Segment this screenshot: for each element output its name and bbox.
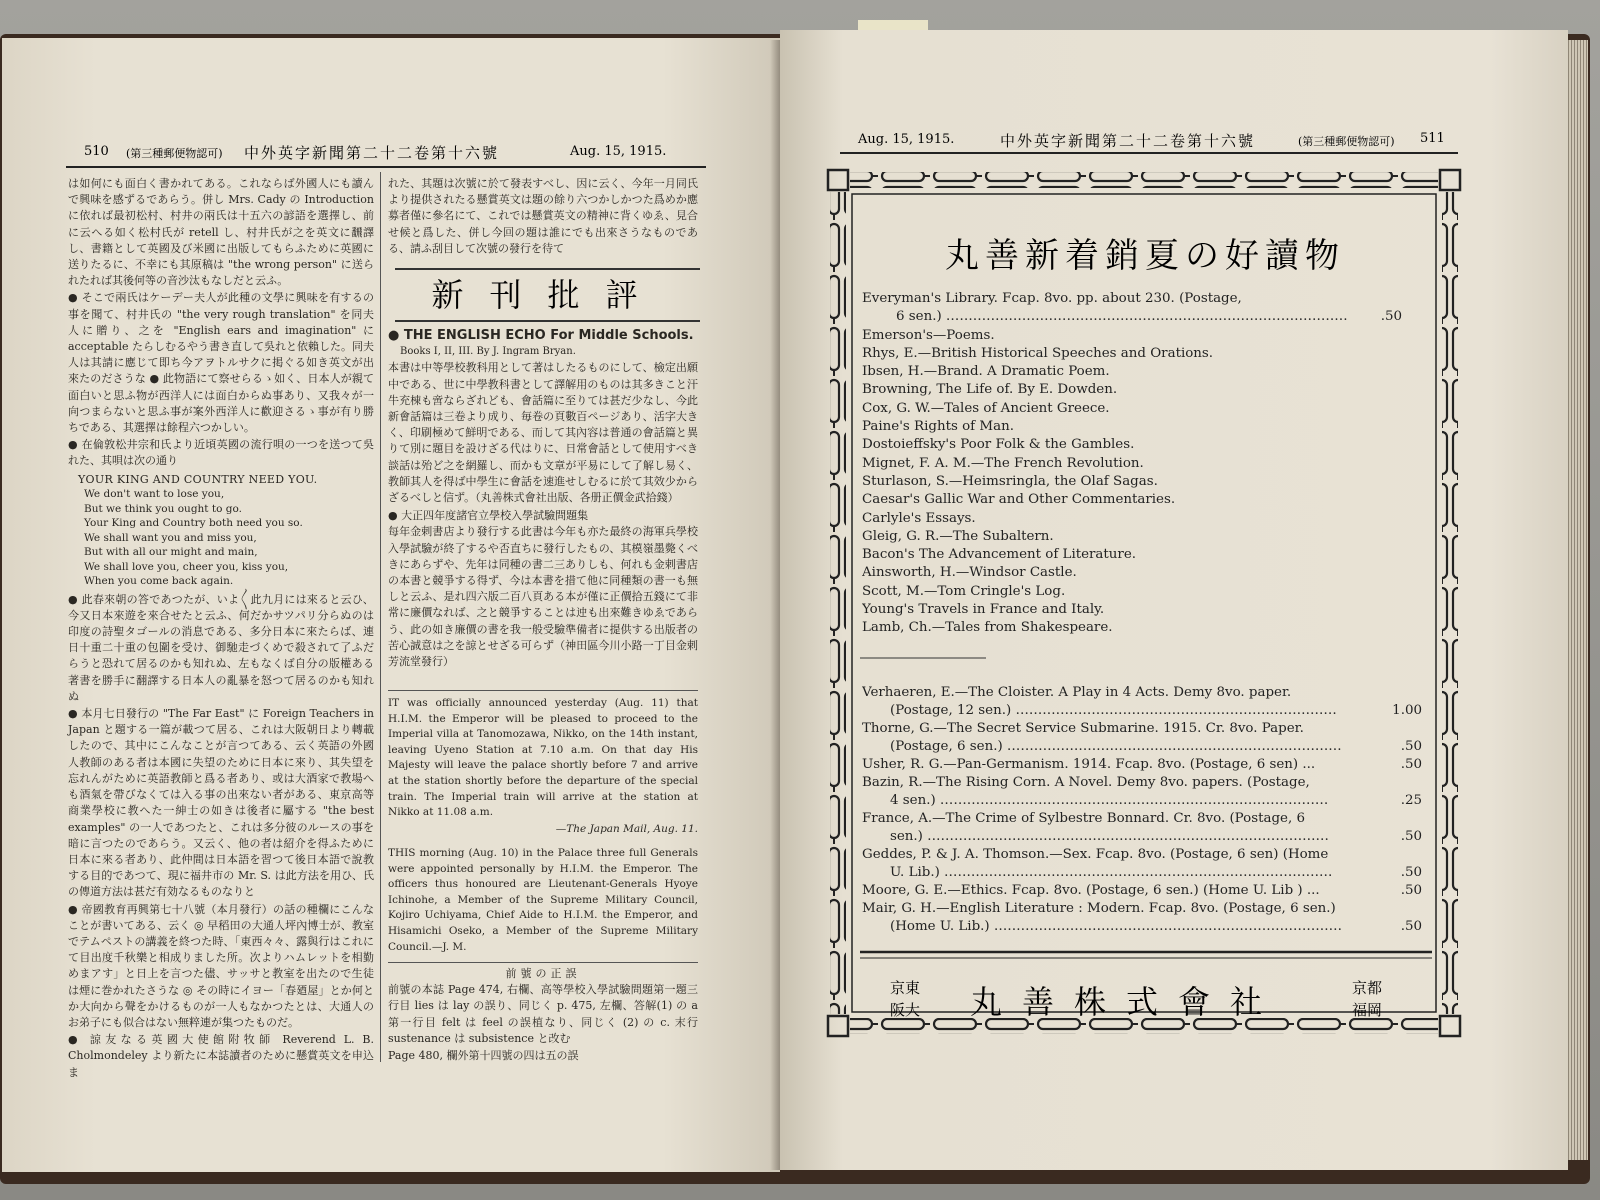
everyman-line-1: Everyman's Library. Fcap. 8vo. pp. about 230. (Postage, [862, 291, 1242, 306]
priced-item [862, 720, 1422, 756]
errata-line-1: 前號の本誌 Page 474, 右欄、高等學校入學試驗問題第一題三行目 lies は lay の誤り、同じく p. 475, 左欄、答解(1) の a 第一行目 felt は feel の誤植なり、同じく (2) の c. 末行 sustenance は subsistence と改む [388, 983, 698, 1045]
book-item: Paine's Rights of Man. [862, 419, 1014, 435]
publisher-cities-right [1352, 977, 1392, 1021]
book-item: Lamb, Ch.—Tales from Shakespeare. [862, 620, 1113, 636]
priced-item-postage: U. Lib.) …………………………………………………………………………… [890, 865, 1333, 880]
col1-para-3: ● 在倫敦松井宗和氏より近頃英國の流行唄の一つを送つて吳れた、其唄は次の通り [68, 438, 374, 468]
review2-body: 每年金剌書店より發行する此書は今年も亦た最終の海軍兵學校入學試驗が終了するや否直ちに發行したもの、其模嶺墨斃くべきにあらずや、先年は同種の書二三ありしも、何れも金剌書店の本書と競爭する得ず、今は本書を措て他に同種類の書一も無しと云ふ、是れ四六版二百八頁ある本が僅に正價拾五錢にて非常に廉價なれば、之と競爭することは迚も出來難きゆゑであらう、此の如き廉價の書を我一般受驗準備者に提供する出版者の苦心誠意は之を諒とせざる可らず（神田區今川小路一丁目金剌芳流堂發行） [388, 525, 698, 669]
review1-books: Books I, II, III. [400, 346, 474, 358]
priced-item [862, 900, 1422, 936]
right-permit: (第三種郵便物認可) [1298, 135, 1395, 148]
priced-item-line: Usher, R. G.—Pan-Germanism. 1914. Fcap. 8vo. (Postage, 6 sen) ... [862, 757, 1316, 772]
everyman-line-2 [862, 308, 1402, 326]
poem-line: We shall love you, cheer you, kiss you, [84, 560, 289, 573]
col2-top-para: れた、其題は次號に於て發表すべし、因に云く、今年一月同氏より提供されたる懸賞英文は題の餘り六つかしかつた爲めか應募者僅に參名にて、これでは懸賞英文の精神に背くゆゑ、見合せ候と爲した、併し今回の題は誰にでも出來さうなものである、請ふ刮目して次號の發行を待て [388, 177, 698, 255]
review2-title: ● 大正四年度諸官立學校入學試驗問題集 [388, 509, 589, 523]
everyman-postage: 6 sen.) ……………………………………………………………………………… [896, 309, 1348, 325]
news1-text: IT was officially announced yesterday (Aug. 11) that H.I.M. the Emperor will be pleased to proceed to the Imperial villa at Tanomozawa, Nikko, on the 14th instant, leaving Uyeno Station at 7.10 a.m. On that day His Majesty will leave the palace shortly before 7 and arrive at the station shortly before the departure of the special train. The Imperial train will arrive at the station at Nikko at 11.08 a.m. [388, 697, 698, 819]
col1-para-7: ● 諒友なる英國大使館附牧師 Reverend L. B. Cholmondeley より新たに本誌讀者のために懸賞英文を申込ま [68, 1033, 374, 1079]
city-char: 都 [1367, 979, 1383, 997]
priced-item-postage: 4 sen.) …………………………………………………………………………… [890, 793, 1329, 808]
errata-box [388, 966, 698, 1065]
book-item: Dostoieffsky's Poor Folk & the Gambles. [862, 437, 1135, 453]
city-char: 京 [890, 979, 906, 997]
priced-item-postage: (Postage, 6 sen.) ………………………………………………………………… [890, 739, 1342, 754]
priced-item-row [862, 702, 1422, 720]
publisher-cities-left [890, 977, 930, 1021]
col1-para-4: ● 此春來朝の答であつたが、いよ〳〵此九月には來ると云ひ、今又日本來遊を來合せたと云ふ、何だかサツパリ分らぬのは印度の詩聖タゴールの消息である、多分日本に來たらば、連日十重二十重の包圍を受け、御馳走づくめで殺されて了ふだらうと恐れて居るのかも知れぬ、左もなくば自分の版權ある著書を勝手に翻譯する日本人の亂暴を怒つて居るのかも知れぬ [68, 592, 374, 703]
priced-item-row [862, 918, 1422, 936]
priced-item-price: .50 [1400, 865, 1422, 880]
book-item: Rhys, E.—British Historical Speeches and Orations. [862, 345, 1214, 361]
poem-line: We don't want to lose you, [84, 488, 225, 501]
publisher-block [860, 975, 1420, 1027]
poem-line: When you come back again. [84, 575, 234, 588]
review2-title-text: 大正四年度諸官立學校入學試驗問題集 [401, 509, 589, 523]
priced-item-line: Mair, G. H.—English Literature : Modern. Fcap. 8vo. (Postage, 6 sen.) [862, 901, 1336, 916]
priced-item [862, 774, 1422, 810]
left-date: Aug. 15, 1915. [570, 144, 667, 159]
city-char: 福 [1352, 1001, 1368, 1019]
priced-item-row [862, 738, 1422, 756]
priced-item-row [862, 828, 1422, 846]
priced-item-line: Moore, G. E.—Ethics. Fcap. 8vo. (Postage, 6 sen.) (Home U. Lib ) ... [862, 883, 1320, 898]
news-item-2 [388, 846, 698, 956]
priced-item-row [862, 864, 1422, 882]
priced-item-price: .50 [1400, 883, 1422, 898]
priced-item-row [862, 882, 1422, 900]
col2-top-text [388, 176, 698, 258]
book-item: Gleig, G. R.—The Subaltern. [862, 528, 1054, 544]
priced-item-price: .50 [1400, 919, 1422, 934]
news1-source: —The Japan Mail, Aug. 11. [555, 822, 698, 835]
review1-title: ● THE ENGLISH ECHO For Middle Schools. [388, 328, 694, 343]
poem-line: Your King and Country both need you so. [84, 517, 303, 530]
left-running-title: 中外英字新聞第二十二卷第十六號 [244, 144, 500, 162]
everyman-list [862, 290, 1402, 638]
right-header-rule [840, 152, 1458, 154]
priced-item-postage: (Home U. Lib.) …………………………………………………………………… [890, 919, 1343, 934]
city-char: 岡 [1367, 1001, 1383, 1019]
errata-title: 前號の正誤 [505, 967, 581, 980]
news-rule-2 [388, 962, 698, 963]
publisher-name: 丸善株式會社 [970, 983, 1283, 1021]
section-title-new-book-review: 新刊批評 [395, 268, 700, 322]
reviews-column [388, 328, 698, 671]
city-char: 阪 [890, 1001, 906, 1019]
right-date: Aug. 15, 1915. [858, 132, 955, 147]
priced-item [862, 756, 1422, 774]
review1-author: By J. Ingram Bryan. [476, 346, 576, 358]
column-divider [380, 172, 381, 1062]
book-item: Ibsen, H.—Brand. A Dramatic Poem. [862, 364, 1110, 380]
book-item: Mignet, F. A. M.—The French Revolution. [862, 455, 1144, 471]
book-item: Carlyle's Essays. [862, 510, 976, 526]
book-item: Cox, G. W.—Tales of Ancient Greece. [862, 400, 1110, 416]
review1-meta [400, 344, 698, 360]
poem-line: But with all our might and main, [84, 546, 258, 559]
right-page-number: 511 [1420, 131, 1445, 146]
priced-item [862, 882, 1422, 900]
book-item: Bacon's The Advancement of Literature. [862, 547, 1137, 563]
review1-title-text: THE ENGLISH ECHO For Middle Schools. [403, 328, 694, 343]
errata-line-2: Page 480, 欄外第十四號の四は五の誤 [388, 1049, 579, 1063]
col1-para-2: ● そこで兩氏はケーデー夫人が此種の文學に興味を有するの事を聞て、村井氏の "the very rough translation" を同夫人に贈り、之を "English ears and imagination" に acceptable たらしむるやう書き直して吳れと依賴した。同夫人は其請に應じて即ち今アヲトルサクに掲ぐる如き英文が出來たのださうな ● 此物語にて察せらるゝ如く、日本人が親て面白いと思ふ物が西洋人には面白からぬ事あり、又我々が一向つまらないと思ふ事が案外西洋人に歡迎さるゝ事が有り勝ちである、其選擇は餘程六つかしい。 [68, 291, 374, 435]
priced-item-price: .50 [1400, 739, 1422, 754]
poem [78, 472, 374, 589]
priced-item-row [862, 756, 1422, 774]
left-page-number: 510 [84, 144, 109, 159]
priced-books-list [862, 684, 1422, 936]
priced-item-price: 1.00 [1392, 703, 1422, 718]
right-running-title: 中外英字新聞第二十二卷第十六號 [1000, 132, 1256, 150]
left-header-rule [66, 166, 706, 168]
priced-item-line: Thorne, G.—The Secret Service Submarine. 1915. Cr. 8vo. Paper. [862, 721, 1304, 736]
book-item: Emerson's—Poems. [862, 327, 995, 343]
city-char: 京 [1352, 979, 1368, 997]
poem-line: We shall want you and miss you, [84, 531, 257, 544]
left-permit: (第三種郵便物認可) [126, 147, 223, 160]
city-char: 大 [905, 1001, 921, 1019]
priced-item-line: Geddes, P. & J. A. Thomson.—Sex. Fcap. 8vo. (Postage, 6 sen) (Home [862, 847, 1329, 862]
priced-item-postage: sen.) ……………………………………………………………………………… [890, 829, 1329, 844]
city-char: 東 [905, 979, 921, 997]
book-item: Scott, M.—Tom Cringle's Log. [862, 583, 1066, 599]
priced-item-line: Verhaeren, E.—The Cloister. A Play in 4 Acts. Demy 8vo. paper. [862, 685, 1292, 700]
col1-para-6: ● 帝國教育再興第七十八號（本月發行）の話の種欄にこんなことが書いてある、云く ◎ 早稻田の大通人坪內博士が、教室でテムペストの講義を終つた時、「東西々々、露與行はこれにて目出度千秋樂と相成りました所。次よりハムレットを相勤めまアす」と日上を言つた儘、サッサと教室を出たので生徒は煙に巻かれたさうな ◎ その時にイヨー「春廼屋」とか何とか大向から聲をかけるものが一人もなかつたとは、大通人のお弟子にも似合はない無粹連が集つたものだ。 [68, 902, 374, 1029]
book-item: Ainsworth, H.—Windsor Castle. [862, 565, 1077, 581]
book-item: Sturlason, S.—Heimsringla, the Olaf Sagas. [862, 473, 1158, 489]
ad-headline: 丸善新着銷夏の好讀物 [945, 236, 1345, 276]
col1-para-5: ● 本月七日發行の "The Far East" に Foreign Teachers in Japan と題する一篇が載つて居る、これは大阪朝日より轉載したので、其中にこんなことが言つてある、云く英語の外國人教師のある者は本國に失望のために日本に來り、其失望を忘れんがために英語教師と爲る者あり、或は大酒家で教場へも酒氣を帶びなくては入る事の出來ない者がある、東京高等商業學校に教へた一紳士の如きは後者に屬する "the best examples" の一人であつたと、これは多分彼のルースの事を暗に言つたのであらう。又云く、他の者は紹介を得ふために日本に來る者あり、此仲間は日本語を習つて後日本語で說教する目的であつて、現に福井市の Mr. S. は此方法を用ひ、氏の傳道方法は甚だ有効なるものなりと [68, 707, 374, 899]
poem-line: But we think you ought to go. [84, 502, 242, 515]
priced-item-line: France, A.—The Crime of Sylbestre Bonnard. Cr. 8vo. (Postage, 6 [862, 811, 1305, 826]
priced-item-price: .25 [1400, 793, 1422, 808]
book-item: Browning, The Life of. By E. Dowden. [862, 382, 1118, 398]
priced-item [862, 810, 1422, 846]
priced-item [862, 846, 1422, 882]
priced-item-price: .50 [1400, 757, 1422, 772]
priced-item-row [862, 792, 1422, 810]
book-item: Young's Travels in France and Italy. [862, 602, 1105, 618]
priced-item-line: Bazin, R.—The Rising Corn. A Novel. Demy 8vo. papers. (Postage, [862, 775, 1310, 790]
book-item: Caesar's Gallic War and Other Commentaries. [862, 492, 1176, 508]
review1-body: 本書は中等學校教科用として著はしたるものにして、檢定出願中である、世に中學教科書として譯解用のものは其多きこと汗牛充棟も啻ならざれども、會話篇に至りては甚だ少なし、今此新會話篇は三卷より成り、毎卷の頁數百ページあり、活字大きく、印刷極めて鮮明である、而して其內容は普通の會話篇と異りて別に題目を設けざる代はりに、日常會話として使用すべき談話は殆ど之を網羅し、而かも文章が平易にして了解し易く、教師其人を得ば中學生に會話を速進せしむるに於て其效少からざるべしと信ず。（丸善株式會社出版、各册正價金武拾錢） [388, 361, 698, 505]
news-rule-1 [388, 690, 698, 691]
everyman-price: .50 [1380, 309, 1402, 325]
news2-text: THIS morning (Aug. 10) in the Palace three full Generals were appointed personally by H.I.M. the Emperor. The officers thus honoured are Lieutenant-Generals Hyoye Ichinohe, a Member of the Supreme Military Council, Kojiro Uchiyama, Chief Aide to H.I.M. the Emperor, and Hisamichi Oseko, a Member of the Supreme Military Council.—J. M. [388, 847, 698, 953]
priced-item-price: .50 [1400, 829, 1422, 844]
left-column-1 [68, 176, 374, 1082]
priced-item-postage: (Postage, 12 sen.) ……………………………………………………………… [890, 703, 1337, 718]
priced-item [862, 684, 1422, 720]
news-item-1 [388, 696, 698, 837]
col1-para-1: は如何にも面白く書かれてある。これならば外國人にも讀んで興味を感ずるであらう。併し Mrs. Cady の Introduction に依れば最初松村、村井の兩氏は十五六の諺語を選擇し、前に云へる如く松村氏が retell し、村井氏が之を英文に飜譯し、書籍として英國及び米國に出版してもらふために英國に送りたるに、不幸にも其原稿は "the wrong person" に送られたれば其後何等の音沙汰もなしだと云ふ。 [68, 177, 374, 288]
poem-title: YOUR KING AND COUNTRY NEED YOU. [78, 472, 318, 486]
